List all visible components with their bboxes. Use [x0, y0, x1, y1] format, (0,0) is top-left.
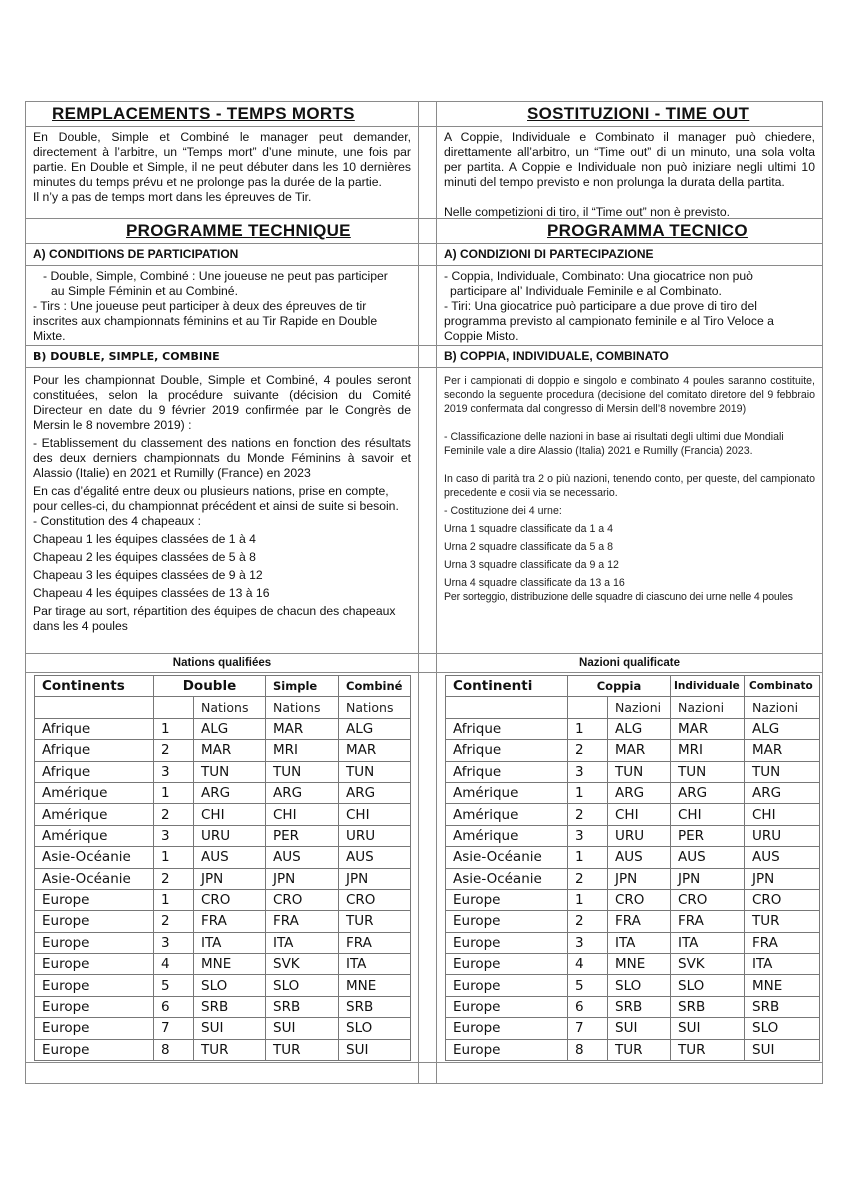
continent-cell: Amérique — [35, 782, 154, 803]
subheader-nazioni: Nazioni — [745, 697, 820, 718]
table-row — [35, 825, 411, 846]
continent-cell: Amérique — [35, 804, 154, 825]
table-row — [35, 911, 411, 932]
continent-cell: Amérique — [446, 782, 568, 803]
remplacements-para-2: Il n’y a pas de temps mort dans les épreuves de Tir. — [33, 190, 312, 204]
table-row — [446, 932, 820, 953]
sostituzioni-text — [437, 127, 822, 218]
continent-cell: Europe — [446, 889, 568, 910]
rank-cell: 7 — [568, 1018, 608, 1039]
nation-cell: AUS — [339, 847, 411, 868]
table-row — [446, 718, 820, 739]
nation-cell: ARG — [266, 782, 339, 803]
rank-cell: 3 — [568, 932, 608, 953]
nation-cell: SUI — [608, 1018, 671, 1039]
nation-cell: JPN — [194, 868, 266, 889]
nation-cell: SRB — [671, 996, 745, 1017]
table-row — [35, 954, 411, 975]
table-row — [446, 804, 820, 825]
sostituzioni-para-2: Nelle competizioni di tiro, il “Time out” non è previsto. — [444, 205, 731, 219]
nation-cell: ITA — [339, 954, 411, 975]
continent-cell: Europe — [446, 975, 568, 996]
nations-qualifiees-title: Nations qualifiées — [172, 657, 272, 669]
heading-programme-technique: PROGRAMME TECHNIQUE — [126, 221, 351, 240]
table-row — [35, 804, 411, 825]
document-page — [25, 101, 822, 1084]
rank-cell: 1 — [568, 718, 608, 739]
nation-cell: SUI — [339, 1039, 411, 1060]
nation-cell: MNE — [608, 954, 671, 975]
table-row — [446, 825, 820, 846]
nation-cell: MNE — [339, 975, 411, 996]
continent-cell: Afrique — [446, 761, 568, 782]
nation-cell: ITA — [608, 932, 671, 953]
rank-cell: 1 — [154, 718, 194, 739]
nation-cell: SLO — [745, 1018, 820, 1039]
rank-cell: 1 — [154, 847, 194, 868]
table-row — [35, 1018, 411, 1039]
rank-cell: 3 — [568, 761, 608, 782]
nation-cell: ARG — [671, 782, 745, 803]
condizioni-line-1: - Coppia, Individuale, Combinato: Una giocatrice non può — [444, 269, 753, 283]
subheader-nations: Nations — [194, 697, 266, 718]
continent-cell: Asie-Océanie — [35, 868, 154, 889]
nation-cell: SLO — [671, 975, 745, 996]
procedure-text-fr — [26, 368, 418, 653]
nation-cell: MRI — [671, 740, 745, 761]
nation-cell: ALG — [745, 718, 820, 739]
urna-2: Urna 2 squadre classificate da 5 a 8 — [444, 541, 614, 553]
nation-cell: TUN — [194, 761, 266, 782]
table-row — [35, 996, 411, 1017]
table-row — [446, 889, 820, 910]
procedure-fr-2: - Etablissement du classement des nations en fonction des résultats des deux derniers championnats du Monde Féminins à savoir et Alassio (Italie) en 2021 et Rumilly (France) en 2023 — [33, 436, 411, 480]
nation-cell: SRB — [339, 996, 411, 1017]
col-header-coppia: Coppia — [568, 676, 671, 697]
nation-cell: ALG — [339, 718, 411, 739]
rank-cell: 5 — [154, 975, 194, 996]
col-header-continenti: Continenti — [446, 676, 568, 697]
continent-cell: Asie-Océanie — [446, 868, 568, 889]
continent-cell: Europe — [446, 932, 568, 953]
nation-cell: AUS — [608, 847, 671, 868]
col-header-continents: Continents — [35, 676, 154, 697]
procedure-fr-4: - Constitution des 4 chapeaux : — [33, 514, 202, 528]
rank-cell: 3 — [154, 761, 194, 782]
nation-cell: SLO — [608, 975, 671, 996]
table-row — [446, 975, 820, 996]
rank-cell: 2 — [154, 740, 194, 761]
continent-cell: Europe — [35, 889, 154, 910]
rank-cell: 5 — [568, 975, 608, 996]
rank-cell: 7 — [154, 1018, 194, 1039]
table-row — [446, 1039, 820, 1060]
nation-cell: TUN — [671, 761, 745, 782]
nation-cell: CRO — [745, 889, 820, 910]
nation-cell: SUI — [194, 1018, 266, 1039]
nation-cell: CHI — [266, 804, 339, 825]
rank-cell: 3 — [154, 825, 194, 846]
nation-cell: PER — [266, 825, 339, 846]
continent-cell: Asie-Océanie — [446, 847, 568, 868]
remplacements-text — [26, 127, 418, 218]
subheader-nazioni: Nazioni — [608, 697, 671, 718]
nation-cell: JPN — [671, 868, 745, 889]
nation-cell: CHI — [194, 804, 266, 825]
subheader-empty — [35, 697, 154, 718]
rank-cell: 1 — [568, 847, 608, 868]
continent-cell: Amérique — [446, 825, 568, 846]
rank-cell: 2 — [568, 740, 608, 761]
nation-cell: TUN — [339, 761, 411, 782]
nation-cell: SRB — [194, 996, 266, 1017]
nation-cell: ARG — [339, 782, 411, 803]
chapeau-3: Chapeau 3 les équipes classées de 9 à 12 — [33, 568, 263, 582]
nation-cell: URU — [745, 825, 820, 846]
table-row — [446, 868, 820, 889]
nation-cell: TUN — [608, 761, 671, 782]
procedure-it-2: - Classificazione delle nazioni in base ai risultati degli ultimi due Mondiali Feminile vale a dire Alassio (Italia) 2021 e Rumilly (Francia) 2023. — [444, 431, 784, 457]
conditions-line-1: - Double, Simple, Combiné : Une joueuse ne peut pas participer — [43, 269, 388, 283]
nation-cell: TUR — [671, 1039, 745, 1060]
table-row — [446, 782, 820, 803]
nation-cell: FRA — [194, 911, 266, 932]
conditions-line-2: au Simple Féminin et au Combiné. — [51, 284, 238, 298]
tirage-au-sort: Par tirage au sort, répartition des équipes de chacun des chapeaux dans les 4 poules — [33, 604, 396, 633]
nation-cell: TUR — [745, 911, 820, 932]
nation-cell: ARG — [194, 782, 266, 803]
continent-cell: Europe — [35, 954, 154, 975]
qualified-nations-table-fr — [34, 675, 411, 1061]
continent-cell: Europe — [446, 1018, 568, 1039]
continent-cell: Europe — [446, 1039, 568, 1060]
nation-cell: FRA — [339, 932, 411, 953]
nation-cell: MAR — [745, 740, 820, 761]
continent-cell: Afrique — [35, 718, 154, 739]
rank-cell: 6 — [154, 996, 194, 1017]
rank-cell: 8 — [154, 1039, 194, 1060]
nation-cell: JPN — [339, 868, 411, 889]
nation-cell: FRA — [671, 911, 745, 932]
table-row — [35, 868, 411, 889]
table-row — [35, 932, 411, 953]
rank-cell: 1 — [568, 782, 608, 803]
continent-cell: Europe — [35, 1039, 154, 1060]
procedure-fr-3: En cas d’égalité entre deux ou plusieurs nations, prise en compte, pour celles-ci, du championnat précédent et ainsi de suite si besoin. — [33, 484, 399, 513]
rank-cell: 8 — [568, 1039, 608, 1060]
empty-footer-cell-right — [437, 1063, 822, 1083]
continent-cell: Europe — [35, 975, 154, 996]
table-row — [446, 740, 820, 761]
table-row — [35, 740, 411, 761]
continent-cell: Afrique — [446, 740, 568, 761]
nation-cell: ITA — [671, 932, 745, 953]
table-row — [446, 954, 820, 975]
nation-cell: SRB — [745, 996, 820, 1017]
col-header-simple: Simple — [266, 676, 339, 697]
nation-cell: TUR — [194, 1039, 266, 1060]
nation-cell: FRA — [266, 911, 339, 932]
nation-cell: SUI — [671, 1018, 745, 1039]
nation-cell: SLO — [266, 975, 339, 996]
urna-4: Urna 4 squadre classificate da 13 a 16 — [444, 577, 625, 589]
nation-cell: CHI — [339, 804, 411, 825]
nation-cell: MAR — [266, 718, 339, 739]
nation-cell: AUS — [266, 847, 339, 868]
nation-cell: ARG — [745, 782, 820, 803]
continent-cell: Europe — [35, 1018, 154, 1039]
table-row — [446, 911, 820, 932]
nation-cell: CHI — [608, 804, 671, 825]
nation-cell: MNE — [745, 975, 820, 996]
rank-cell: 2 — [154, 911, 194, 932]
nation-cell: MNE — [194, 954, 266, 975]
chapeau-4: Chapeau 4 les équipes classées de 13 à 16 — [33, 586, 270, 600]
continent-cell: Afrique — [35, 761, 154, 782]
nation-cell: URU — [608, 825, 671, 846]
nation-cell: CRO — [266, 889, 339, 910]
nation-cell: TUR — [266, 1039, 339, 1060]
nation-cell: PER — [671, 825, 745, 846]
nation-cell: MAR — [194, 740, 266, 761]
procedure-it-1: Per i campionati di doppio e singolo e combinato 4 poules saranno costituite, secondo la seguente procedura (decisione del comitato diretore del 9 febbraio 2019 confermata dal congresso di Mersin dell’8 novembre 2019) — [444, 375, 815, 415]
nation-cell: MAR — [339, 740, 411, 761]
rank-cell: 1 — [154, 889, 194, 910]
table-row — [35, 718, 411, 739]
continent-cell: Europe — [35, 911, 154, 932]
rank-cell: 2 — [568, 911, 608, 932]
sostituzioni-para-1: A Coppie, Individuale e Combinato il manager può chiedere, direttamente all’arbitro, un “Time out” di un minuto, una sola volta per partita. A Coppie e Individuale non può iniziare negli ultimi 10 minuti del tempo previsto e non prolunga la durata della partita. — [444, 130, 815, 189]
table-row — [35, 975, 411, 996]
subheader-nations: Nations — [266, 697, 339, 718]
subheading-coppia-individuale-combinato: B) COPPIA, INDIVIDUALE, COMBINATO — [444, 349, 669, 363]
rank-cell: 2 — [154, 804, 194, 825]
procedure-it-4: - Costituzione dei 4 urne: — [444, 505, 562, 517]
table-row — [35, 1039, 411, 1060]
urna-3: Urna 3 squadre classificate da 9 a 12 — [444, 559, 619, 571]
qualified-nations-table-it — [445, 675, 820, 1061]
nation-cell: CHI — [745, 804, 820, 825]
nation-cell: SLO — [194, 975, 266, 996]
nation-cell: ARG — [608, 782, 671, 803]
table-row — [35, 782, 411, 803]
nation-cell: ALG — [608, 718, 671, 739]
subheader-empty — [446, 697, 568, 718]
nation-cell: SLO — [339, 1018, 411, 1039]
nation-cell: SRB — [608, 996, 671, 1017]
rank-cell: 1 — [568, 889, 608, 910]
sorteggio: Per sorteggio, distribuzione delle squadre di ciascuno dei urne nelle 4 poules — [444, 591, 793, 603]
nation-cell: CRO — [608, 889, 671, 910]
continent-cell: Europe — [35, 932, 154, 953]
col-header-double: Double — [154, 676, 266, 697]
nation-cell: TUN — [745, 761, 820, 782]
continent-cell: Europe — [446, 911, 568, 932]
rank-cell: 4 — [154, 954, 194, 975]
col-header-individuale: Individuale — [671, 676, 745, 697]
table-row — [446, 761, 820, 782]
nation-cell: SRB — [266, 996, 339, 1017]
continent-cell: Europe — [35, 996, 154, 1017]
rank-cell: 3 — [568, 825, 608, 846]
nation-cell: FRA — [608, 911, 671, 932]
table-row — [35, 889, 411, 910]
nation-cell: FRA — [745, 932, 820, 953]
continent-cell: Amérique — [446, 804, 568, 825]
subheading-condizioni-partecipazione: A) CONDIZIONI DI PARTECIPAZIONE — [444, 247, 654, 261]
subheader-empty — [568, 697, 608, 718]
rank-cell: 4 — [568, 954, 608, 975]
chapeau-1: Chapeau 1 les équipes classées de 1 à 4 — [33, 532, 256, 546]
nation-cell: CRO — [671, 889, 745, 910]
table-row — [35, 761, 411, 782]
remplacements-para-1: En Double, Simple et Combiné le manager peut demander, directement à l’arbitre, un “Temps mort” d’une minute, une fois par partie. En Double et Simple, il ne peut débuter dans les 10 dernières minutes du temps prévu et ne prolonge pas la durée de la partie. — [33, 130, 411, 189]
nation-cell: CHI — [671, 804, 745, 825]
table-row — [446, 1018, 820, 1039]
nation-cell: JPN — [266, 868, 339, 889]
nation-cell: SUI — [745, 1039, 820, 1060]
nation-cell: MRI — [266, 740, 339, 761]
continent-cell: Asie-Océanie — [35, 847, 154, 868]
continent-cell: Afrique — [35, 740, 154, 761]
nation-cell: AUS — [194, 847, 266, 868]
rank-cell: 2 — [154, 868, 194, 889]
nation-cell: MAR — [608, 740, 671, 761]
col-header-combine: Combiné — [339, 676, 411, 697]
nation-cell: AUS — [745, 847, 820, 868]
nation-cell: CRO — [339, 889, 411, 910]
chapeau-2: Chapeau 2 les équipes classées de 5 à 8 — [33, 550, 256, 564]
rank-cell: 1 — [154, 782, 194, 803]
conditions-line-3: - Tirs : Une joueuse peut participer à deux des épreuves de tir inscrites aux championnats féminins et au Tir Rapide en Double Mixte. — [33, 299, 378, 343]
nation-cell: TUR — [339, 911, 411, 932]
procedure-it-3: In caso di parità tra 2 o più nazioni, tenendo conto, per queste, del campionato precedente e cosii via se necessario. — [444, 473, 815, 499]
bilingual-rules-table — [25, 101, 823, 1084]
subheading-double-simple-combine: B) DOUBLE, SIMPLE, COMBINE — [33, 350, 220, 363]
subheader-empty — [154, 697, 194, 718]
nation-cell: ALG — [194, 718, 266, 739]
nation-cell: JPN — [745, 868, 820, 889]
condizioni-line-3: - Tiri: Una giocatrice può participare a due prove di tiro del programma previsto al campionato feminile e al Tiro Veloce a Coppie Misto. — [444, 299, 774, 343]
procedure-fr-1: Pour les championnat Double, Simple et Combiné, 4 poules seront constituées, selon la procédure suivante (décision du Comité Directeur en date du 9 février 2019 confirmée par le Congrès de Mersin le 8 novembre 2019) : — [33, 373, 411, 432]
nazioni-qualificate-title: Nazioni qualificate — [579, 657, 680, 669]
rank-cell: 6 — [568, 996, 608, 1017]
empty-footer-cell-left — [26, 1063, 418, 1083]
condizioni-text — [437, 266, 822, 345]
continent-cell: Europe — [446, 996, 568, 1017]
subheading-conditions-participation: A) CONDITIONS DE PARTICIPATION — [33, 247, 239, 261]
heading-remplacements: REMPLACEMENTS - TEMPS MORTS — [52, 104, 355, 123]
rank-cell: 3 — [154, 932, 194, 953]
urna-1: Urna 1 squadre classificate da 1 a 4 — [444, 523, 614, 535]
conditions-text — [26, 266, 418, 345]
condizioni-line-2: participare al’ Individuale Feminile e al Combinato. — [450, 284, 722, 298]
heading-programma-tecnico: PROGRAMMA TECNICO — [547, 221, 748, 240]
rank-cell: 2 — [568, 868, 608, 889]
nation-cell: JPN — [608, 868, 671, 889]
continent-cell: Europe — [446, 954, 568, 975]
rank-cell: 2 — [568, 804, 608, 825]
nation-cell: SUI — [266, 1018, 339, 1039]
nation-cell: AUS — [671, 847, 745, 868]
nation-cell: SVK — [266, 954, 339, 975]
nation-cell: ITA — [266, 932, 339, 953]
subheader-nations: Nations — [339, 697, 411, 718]
nation-cell: URU — [339, 825, 411, 846]
nation-cell: MAR — [671, 718, 745, 739]
subheader-nazioni: Nazioni — [671, 697, 745, 718]
col-header-combinato: Combinato — [745, 676, 820, 697]
continent-cell: Amérique — [35, 825, 154, 846]
table-row — [35, 847, 411, 868]
table-row — [446, 996, 820, 1017]
nation-cell: URU — [194, 825, 266, 846]
nation-cell: TUR — [608, 1039, 671, 1060]
continent-cell: Afrique — [446, 718, 568, 739]
procedure-text-it — [437, 368, 822, 650]
nation-cell: ITA — [194, 932, 266, 953]
nation-cell: CRO — [194, 889, 266, 910]
nation-cell: TUN — [266, 761, 339, 782]
nation-cell: ITA — [745, 954, 820, 975]
nation-cell: SVK — [671, 954, 745, 975]
heading-sostituzioni: SOSTITUZIONI - TIME OUT — [527, 104, 750, 123]
table-row — [446, 847, 820, 868]
